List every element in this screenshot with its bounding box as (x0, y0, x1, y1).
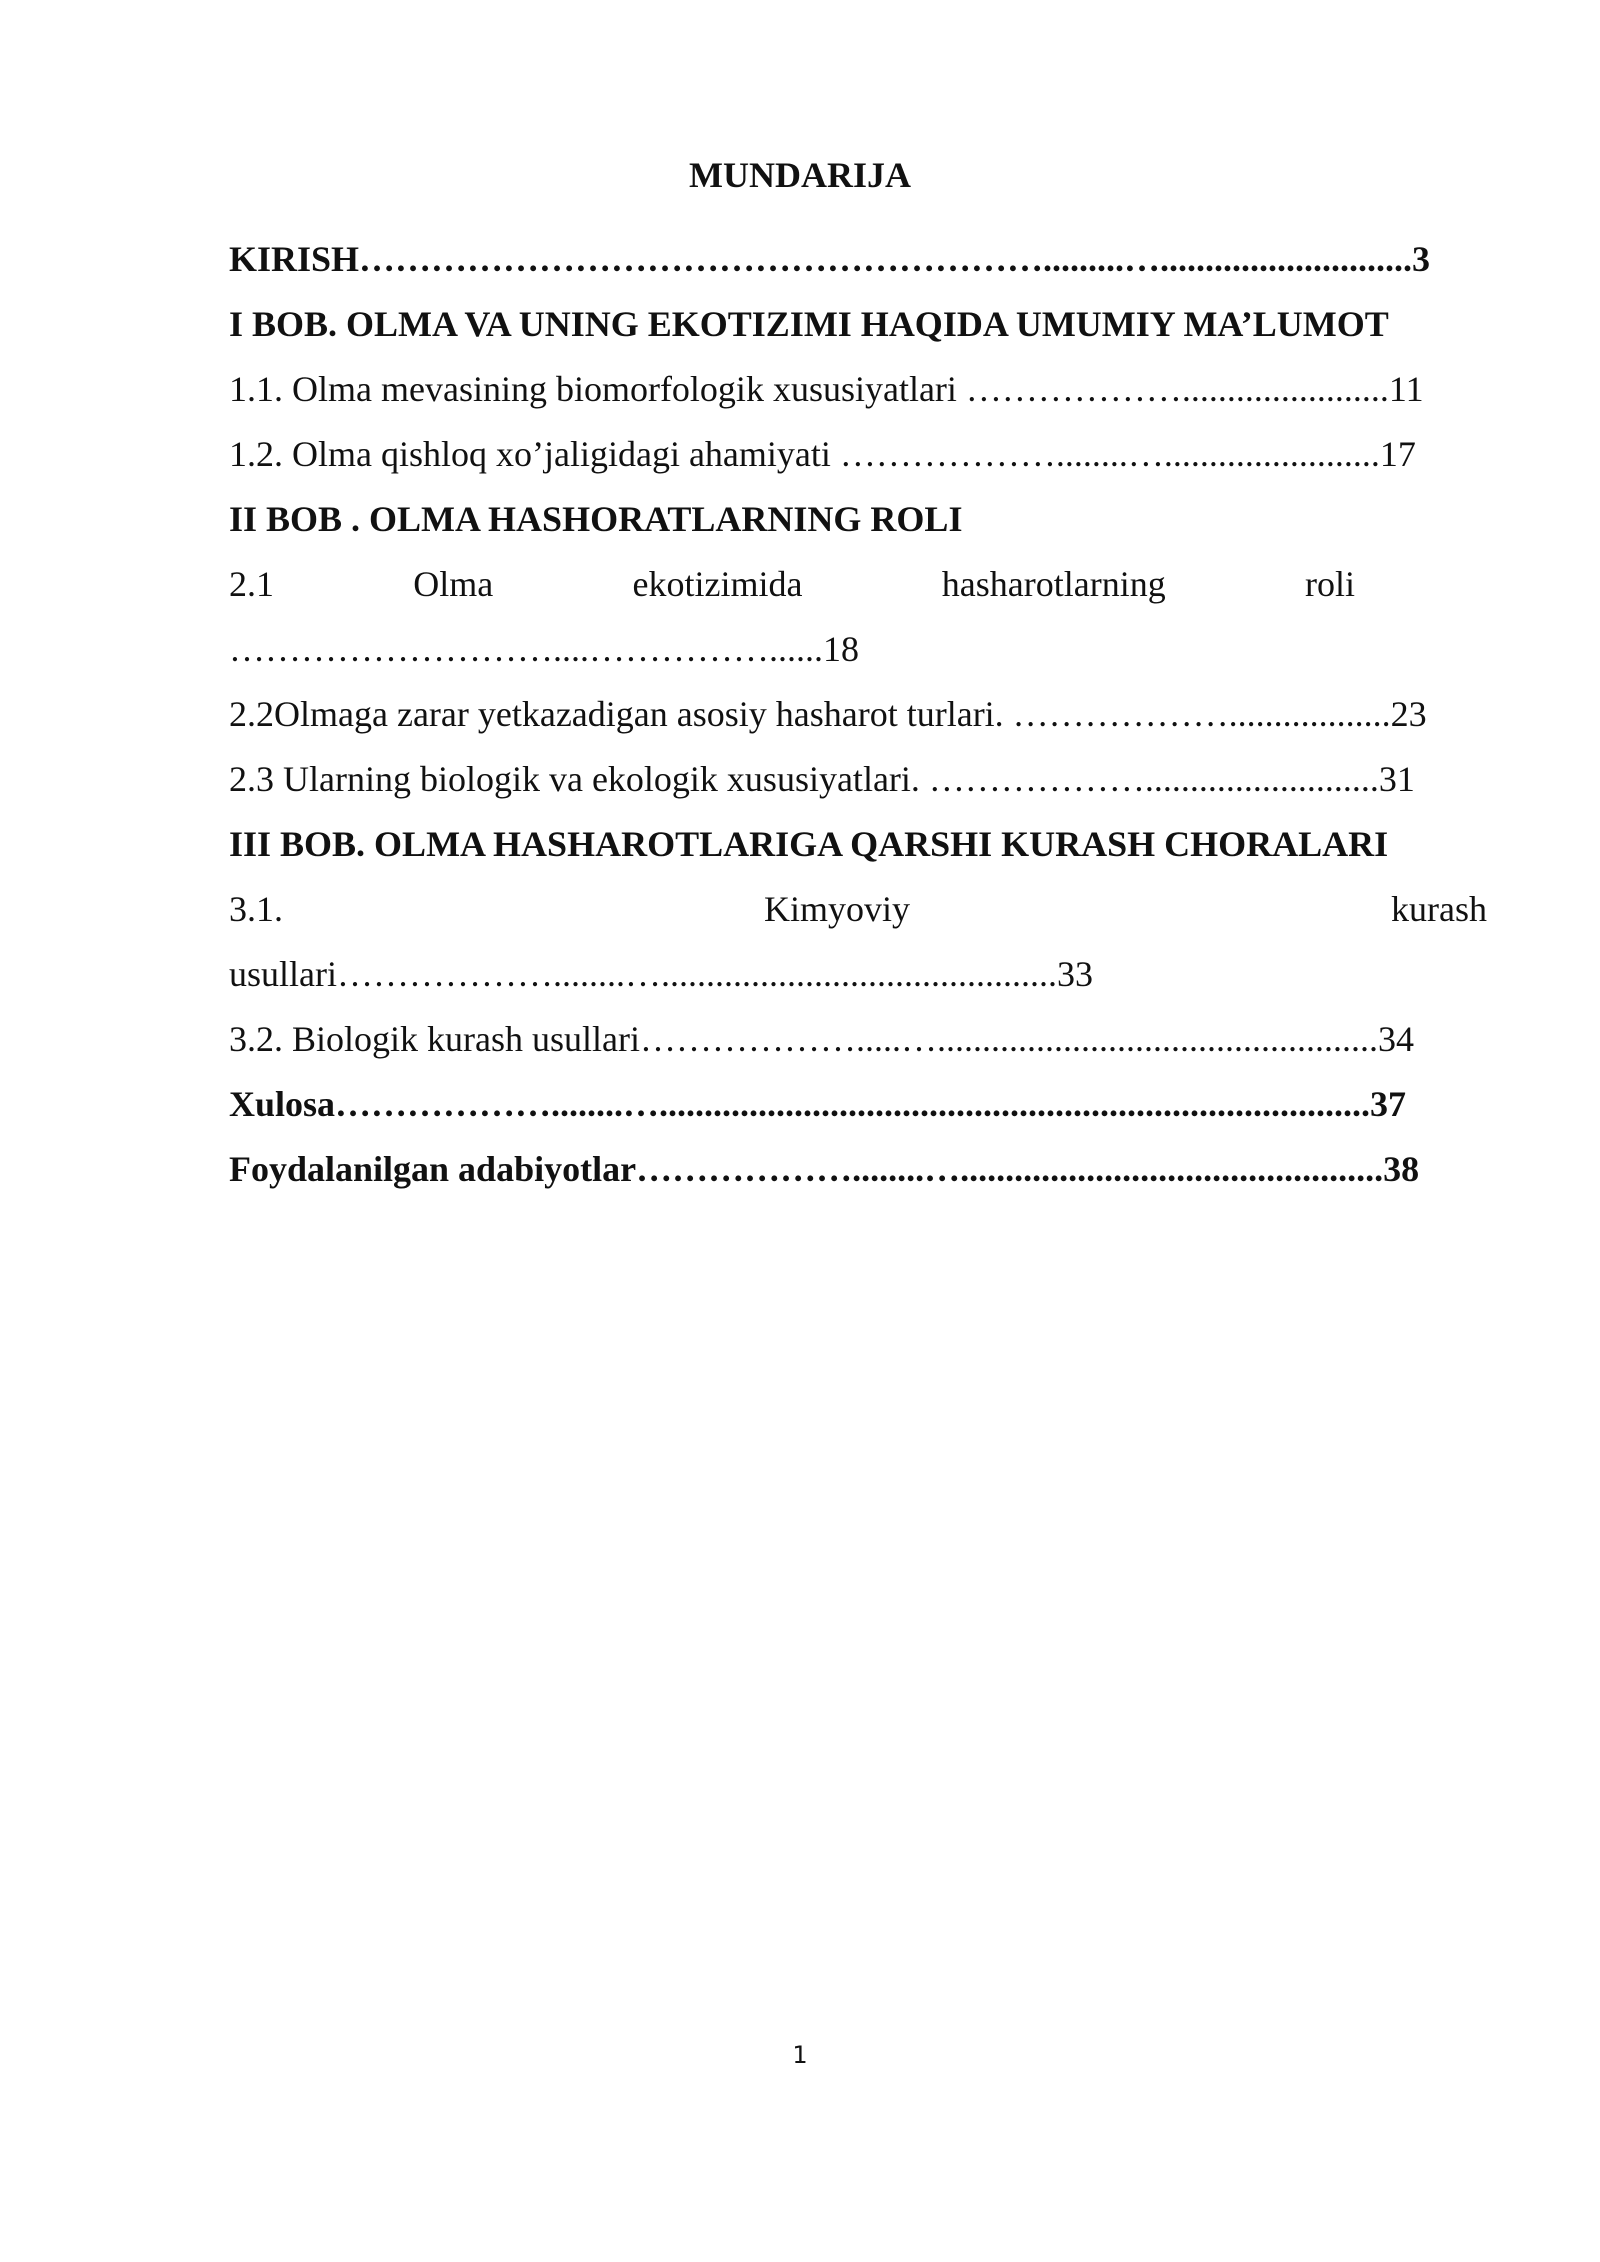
toc-section-1-2: 1.2. Olma qishloq xo’jaligidagi ahamiyati ………………........…........................17 (229, 434, 1416, 474)
toc-section-2-1-word: roli (1305, 564, 1355, 604)
toc-section-3-1 (229, 877, 1487, 942)
toc-section-3-1-word: Kimyoviy (764, 889, 911, 929)
toc-section-3-2: 3.2. Biologik kurash usullari……………….....….................................................34 (229, 1019, 1414, 1059)
toc-section-1-1: 1.1. Olma mevasining biomorfologik xususiyatlari ……………….......................11 (229, 369, 1424, 409)
toc-section-2-1-word: hasharotlarning (941, 564, 1166, 604)
page-number: 1 (792, 2041, 808, 2069)
toc-entry-xulosa: Xulosa………………........…...............................................................................37 (229, 1084, 1407, 1124)
toc-section-2-1 (229, 552, 1355, 617)
toc-chapter-1: I BOB. OLMA VA UNING EKOTIZIMI HAQIDA UMUMIY MA’LUMOT (229, 304, 1389, 344)
toc-chapter-3: III BOB. OLMA HASHAROTLARIGA QARSHI KURASH CHORALARI (229, 824, 1389, 864)
toc-section-2-1-continuation: ………………………....……………......18 (229, 629, 859, 669)
toc-section-2-1-word: 2.1 (229, 564, 274, 604)
page-title: MUNDARIJA (689, 155, 911, 195)
toc-section-3-1-continuation: usullari………………........…............................................33 (229, 954, 1093, 994)
toc-section-2-2: 2.2Olmaga zarar yetkazadigan asosiy hasharot turlari. ………………..................23 (229, 694, 1427, 734)
toc-section-2-1-word: ekotizimida (632, 564, 803, 604)
toc-section-3-1-word: kurash (1391, 889, 1487, 929)
toc-entry-adabiyotlar: Foydalanilgan adabiyotlar………………........…...............................................38 (229, 1149, 1420, 1189)
toc-section-3-1-word: 3.1. (229, 889, 283, 929)
toc-chapter-2: II BOB . OLMA HASHORATLARNING ROLI (229, 499, 963, 539)
toc-section-2-1-word: Olma (413, 564, 494, 604)
toc-entry-kirish: KIRISH………………………………………………….........…............................3 (229, 239, 1431, 279)
table-of-contents (229, 227, 1489, 1202)
toc-section-2-3: 2.3 Ularning biologik va ekologik xususiyatlari. ………………..........................31 (229, 759, 1415, 799)
